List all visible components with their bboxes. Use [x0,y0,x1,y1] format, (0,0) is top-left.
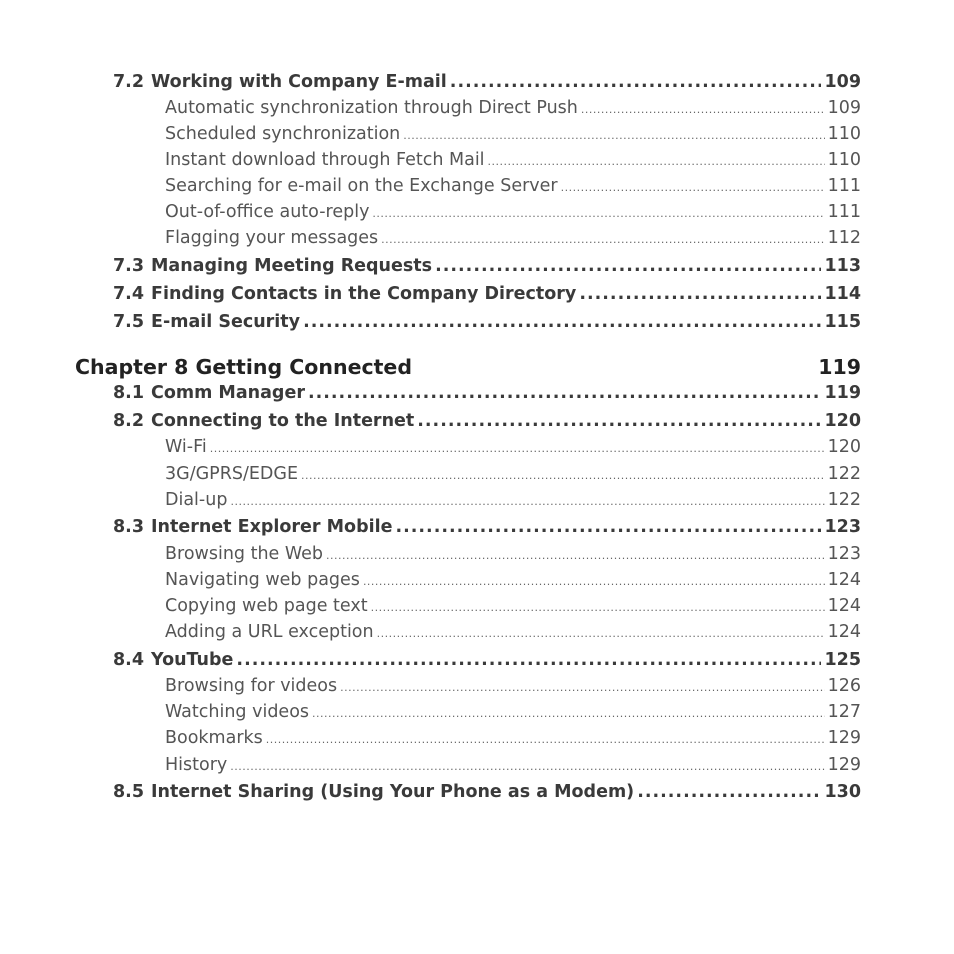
toc-page-number: 109 [824,72,861,92]
dot-leader [377,627,825,640]
dot-leader [236,650,821,670]
toc-entry-title: Dial-up [165,490,228,510]
toc-page-number: 112 [827,228,861,248]
dot-leader [210,442,825,455]
toc-entry-title: 8.5 Internet Sharing (Using Your Phone as a Modem) [113,782,635,802]
toc-entry-title: History [165,755,228,775]
dot-leader [363,575,825,588]
toc-page-number: 129 [827,728,861,748]
toc-subsection-row[interactable] [165,176,861,196]
toc-subsection-row[interactable] [165,150,861,170]
toc-page-number: 110 [827,150,861,170]
toc-subsection-row[interactable] [165,202,861,222]
toc-subsection-row[interactable] [165,596,861,616]
toc-subsection-row[interactable] [165,676,861,696]
dot-leader [301,469,825,482]
toc-entry-title: Bookmarks [165,728,263,748]
toc-subsection-row[interactable] [165,570,861,590]
toc-page-number: 111 [827,176,861,196]
toc-page-number: 110 [827,124,861,144]
dot-leader [371,601,825,614]
toc-subsection-row[interactable] [165,622,861,642]
toc-subsection-row[interactable] [165,228,861,248]
chapter-title: Chapter 8 Getting Connected [75,355,413,379]
toc-entry-title: Browsing the Web [165,544,324,564]
toc-entry-title: Automatic synchronization through Direct Push [165,98,578,118]
toc-entry-title: Instant download through Fetch Mail [165,150,485,170]
toc-entry-title: Out-of-office auto-reply [165,202,370,222]
toc-page-number: 119 [824,383,861,403]
chapter-heading[interactable] [75,355,861,379]
dot-leader [312,707,825,720]
toc-page-number: 111 [827,202,861,222]
toc-entry-title: 7.4 Finding Contacts in the Company Directory [113,284,577,304]
toc-entry-title: Watching videos [165,702,310,722]
dot-leader [417,411,821,431]
toc-page-number: 124 [827,596,861,616]
toc-section-row[interactable] [113,650,861,670]
toc-subsection-row[interactable] [165,755,861,775]
toc-section-row[interactable] [113,782,861,802]
toc-subsection-row[interactable] [165,728,861,748]
toc-subsection-row[interactable] [165,490,861,510]
toc-section-row[interactable] [113,312,861,332]
toc-page-number: 123 [824,517,861,537]
toc-subsection-row[interactable] [165,544,861,564]
toc-entry-title: 8.3 Internet Explorer Mobile [113,517,393,537]
dot-leader [381,233,824,246]
dot-leader [579,284,821,304]
dot-leader [581,103,825,116]
toc-page-number: 125 [824,650,861,670]
toc-page-number: 124 [827,570,861,590]
dot-leader [326,549,825,562]
toc-section-row[interactable] [113,256,861,276]
toc-page-number: 113 [824,256,861,276]
toc-entry-title: Browsing for videos [165,676,338,696]
toc-section-row[interactable] [113,284,861,304]
dot-leader [561,181,825,194]
toc-entry-title: 8.2 Connecting to the Internet [113,411,415,431]
dot-leader [230,495,824,508]
toc-page-number: 124 [827,622,861,642]
toc-subsection-row[interactable] [165,464,861,484]
toc-section-row[interactable] [113,411,861,431]
toc-entry-title: Scheduled synchronization [165,124,401,144]
toc-page-number: 122 [827,490,861,510]
toc-page-number: 109 [827,98,861,118]
dot-leader [637,782,821,802]
toc-section-row[interactable] [113,517,861,537]
dot-leader [403,129,824,142]
dot-leader [303,312,821,332]
dot-leader [340,681,824,694]
toc-subsection-row[interactable] [165,98,861,118]
toc-page-number: 123 [827,544,861,564]
dot-leader [395,517,821,537]
dot-leader [488,155,825,168]
toc-section-row[interactable] [113,72,861,92]
toc-page-number: 126 [827,676,861,696]
toc-entry-title: Adding a URL exception [165,622,374,642]
toc-entry-title: 7.5 E-mail Security [113,312,301,332]
toc-page-number: 122 [827,464,861,484]
toc-page-number: 114 [824,284,861,304]
toc-page-number: 115 [824,312,861,332]
dot-leader [435,256,821,276]
toc-entry-title: Wi-Fi [165,437,207,457]
toc-entry-title: 3G/GPRS/EDGE [165,464,299,484]
toc-entry-title: Searching for e-mail on the Exchange Server [165,176,558,196]
dot-leader [450,72,822,92]
dot-leader [266,733,825,746]
toc-subsection-row[interactable] [165,702,861,722]
dot-leader [372,207,824,220]
toc-page-number: 130 [824,782,861,802]
toc-entry-title: 8.1 Comm Manager [113,383,305,403]
dot-leader [308,383,822,403]
toc-subsection-row[interactable] [165,124,861,144]
toc-subsection-row[interactable] [165,437,861,457]
toc-entry-title: 7.3 Managing Meeting Requests [113,256,433,276]
toc-entry-title: Navigating web pages [165,570,360,590]
chapter-page-number: 119 [818,355,861,379]
toc-entry-title: Copying web page text [165,596,368,616]
toc-entry-title: Flagging your messages [165,228,379,248]
toc-page-number: 120 [824,411,861,431]
toc-entry-title: 7.2 Working with Company E-mail [113,72,447,92]
toc-page-number: 120 [827,437,861,457]
toc-entry-title: 8.4 YouTube [113,650,234,670]
toc-section-row[interactable] [113,383,861,403]
dot-leader [230,760,824,773]
toc-page-number: 127 [827,702,861,722]
toc-page-number: 129 [827,755,861,775]
